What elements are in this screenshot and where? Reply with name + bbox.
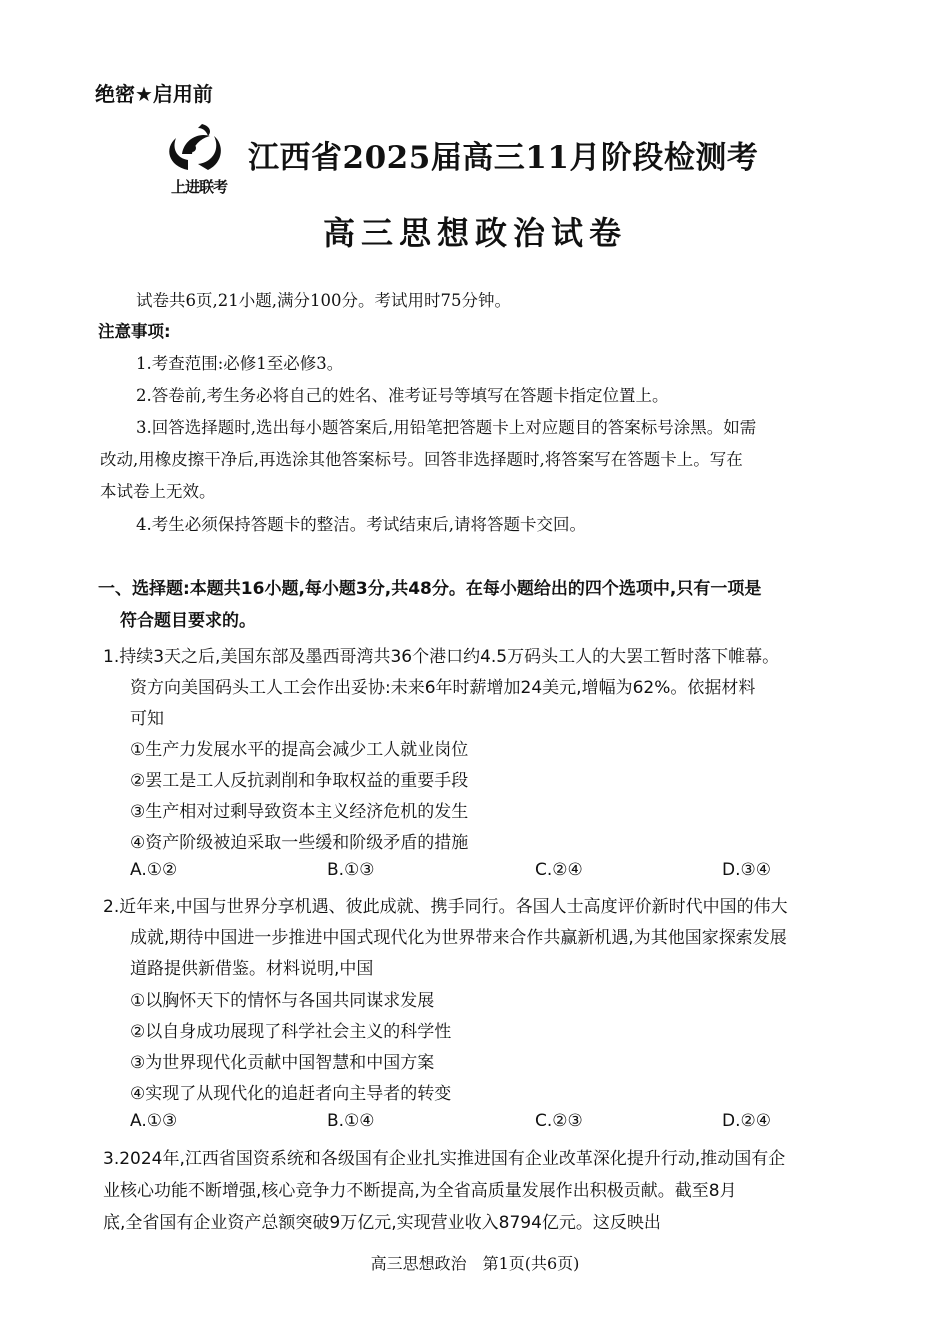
question-text: 3.2024年,江西省国资系统和各级国有企业扎实推进国有企业改革深化提升行动,推动国有企 [103,1149,786,1169]
logo-text: 上进联考 [170,178,227,196]
notice-item: 3.回答选择题时,选出每小题答案后,用铅笔把答题卡上对应题目的答案标号涂黑。如需 [136,418,757,437]
section-heading: 符合题目要求的。 [120,611,256,631]
logo-emblem-icon [158,118,240,180]
question-item: ④资产阶级被迫采取一些缓和阶级矛盾的措施 [130,833,469,853]
question-item: ①以胸怀天下的情怀与各国共同谋求发展 [130,991,435,1011]
exam-title: 江西省2025届高三11月阶段检测考 [248,140,759,176]
notice-heading: 注意事项: [98,322,171,341]
question-text: 成就,期待中国进一步推进中国式现代化为世界带来合作共赢新机遇,为其他国家探索发展 [130,928,787,948]
secret-mark: 绝密★启用前 [95,82,213,106]
exam-logo [158,118,240,200]
question-item: ④实现了从现代化的追赶者向主导者的转变 [130,1084,452,1104]
answer-option: D.③④ [722,860,771,880]
question-text: 底,全省国有企业资产总额突破9万亿元,实现营业收入8794亿元。这反映出 [103,1213,661,1233]
notice-item: 改动,用橡皮擦干净后,再选涂其他答案标号。回答非选择题时,将答案写在答题卡上。写在 [100,450,743,469]
section-heading: 一、选择题:本题共16小题,每小题3分,共48分。在每小题给出的四个选项中,只有一项是 [98,579,762,599]
question-item: ①生产力发展水平的提高会减少工人就业岗位 [130,740,469,760]
question-item: ②以自身成功展现了科学社会主义的科学性 [130,1022,452,1042]
question-text: 道路提供新借鉴。材料说明,中国 [130,959,374,979]
answer-option: A.①③ [130,1111,178,1131]
question-text: 2.近年来,中国与世界分享机遇、彼此成就、携手同行。各国人士高度评价新时代中国的伟大 [103,897,788,917]
question-text: 可知 [130,709,164,729]
answer-option: D.②④ [722,1111,771,1131]
question-item: ③为世界现代化贡献中国智慧和中国方案 [130,1053,435,1073]
answer-option: A.①② [130,860,178,880]
notice-item: 4.考生必须保持答题卡的整洁。考试结束后,请将答题卡交回。 [136,515,586,534]
page-footer: 高三思想政治 第1页(共6页) [370,1254,580,1273]
question-text: 业核心功能不断增强,核心竞争力不断提高,为全省高质量发展作出积极贡献。截至8月 [103,1181,737,1201]
notice-item: 1.考查范围:必修1至必修3。 [136,354,344,373]
question-text: 资方向美国码头工人工会作出妥协:未来6年时薪增加24美元,增幅为62%。依据材料 [130,678,756,698]
notice-item: 2.答卷前,考生务必将自己的姓名、准考证号等填写在答题卡指定位置上。 [136,386,669,405]
question-item: ②罢工是工人反抗剥削和争取权益的重要手段 [130,771,469,791]
notice-item: 本试卷上无效。 [100,482,216,501]
subject-title: 高三思想政治试卷 [322,214,627,252]
answer-option: B.①③ [327,860,375,880]
question-text: 1.持续3天之后,美国东部及墨西哥湾共36个港口约4.5万码头工人的大罢工暂时落下帷幕。 [103,647,780,667]
question-item: ③生产相对过剩导致资本主义经济危机的发生 [130,802,469,822]
answer-option: C.②③ [535,1111,583,1131]
answer-option: B.①④ [327,1111,375,1131]
exam-summary: 试卷共6页,21小题,满分100分。考试用时75分钟。 [136,291,511,310]
answer-option: C.②④ [535,860,583,880]
